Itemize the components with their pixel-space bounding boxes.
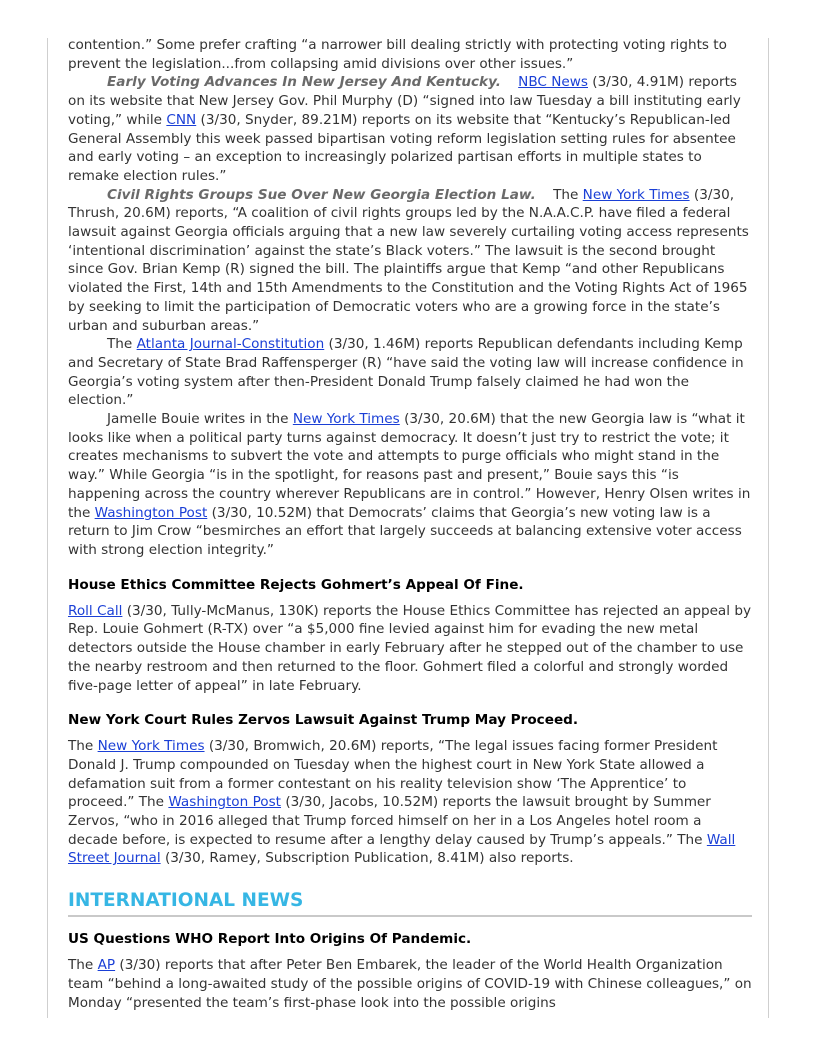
link-ap[interactable]: AP bbox=[97, 957, 116, 974]
link-roll-call[interactable]: Roll Call bbox=[68, 602, 123, 619]
body-text: (3/30, Bromwich, 20.6M) reports, “The legal issues facing former President Donald J. Trump compounded on Tuesday when the highest court in New York State allowed a defamation suit from a former contestant on his reality television show ‘The Apprentice’ to proceed.” The bbox=[68, 738, 718, 811]
body-text: (3/30, Ramey, Subscription Publication, 8.41M) also reports. bbox=[160, 850, 574, 867]
newsletter-body bbox=[68, 36, 752, 1012]
link-new-york-times[interactable]: New York Times bbox=[97, 738, 205, 755]
link-atlanta-journal-constitution[interactable]: Atlanta Journal-Constitution bbox=[136, 336, 325, 353]
body-text: (3/30, Snyder, 89.21M) reports on its website that “Kentucky’s Republican-led General Assembly this week passed bipartisan voting reform legislation setting rules for absentee and early voting – an exception to increasingly polarized partisan efforts in multiple states to remake election rules.” bbox=[68, 111, 736, 184]
body-text: The bbox=[107, 336, 137, 353]
paragraph-bouie bbox=[68, 410, 752, 560]
body-text: (3/30, Jacobs, 10.52M) reports the lawsuit brought by Summer Zervos, “who in 2016 alleged that Trump forced himself on her in a Los Angeles hotel room a decade before, is expected to resume after a lengthy delay caused by Trump’s appeals.” The bbox=[68, 794, 711, 848]
body-text: (3/30, 1.46M) reports Republican defendants including Kemp and Secretary of State Brad Raffensperger (R) “have said the voting law will increase confidence in Georgia’s voting system after then-President Donald Trump falsely claimed he had won the election.” bbox=[68, 336, 744, 409]
body-text: The bbox=[68, 957, 98, 974]
story-headline: Civil Rights Groups Sue Over New Georgia Election Law. bbox=[107, 186, 536, 203]
link-washington-post[interactable]: Washington Post bbox=[168, 794, 282, 811]
body-text: (3/30, 20.6M) that the new Georgia law is “what it looks like when a political party turns against democracy. It doesn’t just try to restrict the vote; it creates mechanisms to subvert the vote and attempts to purge officials who might stand in the way.” While Georgia “is in the spotlight, for reasons past and present,” Bouie says this “is happening across the country wherever Republicans are in control.” However, Henry Olsen writes in the bbox=[68, 411, 751, 521]
body-text: Jamelle Bouie writes in the bbox=[107, 411, 293, 428]
body-text: (3/30, Thrush, 20.6M) reports, “A coalition of civil rights groups led by the N.A.A.C.P. have filed a federal lawsuit against Georgia officials arguing that a new law severely curtailing voting access represents ‘intentional discrimination’ against the state’s Black voters.” The lawsuit is the second brought since Gov. Brian Kemp (R) signed the bill. The plaintiffs argue that Kemp “and other Republicans violated the First, 14th and 15th Amendments to the Constitution and the Voting Rights Act of 1965 by seeking to limit the participation of Democratic voters who are a growing force in the state’s urban and suburban areas.” bbox=[68, 186, 749, 334]
body-text: (3/30, 10.52M) that Democrats’ claims that Georgia’s new voting law is a return to Jim Crow “besmirches an effort that largely succeeds at balancing extensive voter access with strong election integrity.” bbox=[68, 504, 742, 558]
story-headline: Early Voting Advances In New Jersey And Kentucky. bbox=[107, 74, 501, 91]
paragraph-gohmert bbox=[68, 602, 752, 696]
section-heading-international-news: INTERNATIONAL NEWS bbox=[68, 890, 752, 917]
left-margin-rule bbox=[47, 38, 48, 1018]
paragraph-zervos bbox=[68, 737, 752, 868]
link-wall-street-journal[interactable]: Wall Street Journal bbox=[68, 831, 736, 867]
link-new-york-times[interactable]: New York Times bbox=[292, 411, 400, 428]
link-washington-post[interactable]: Washington Post bbox=[94, 504, 208, 521]
link-new-york-times[interactable]: New York Times bbox=[582, 186, 690, 203]
article-title-who-report: US Questions WHO Report Into Origins Of Pandemic. bbox=[68, 931, 472, 948]
article-title-gohmert: House Ethics Committee Rejects Gohmert’s Appeal Of Fine. bbox=[68, 576, 524, 593]
link-nbc-news[interactable]: NBC News bbox=[518, 74, 588, 91]
body-text: The bbox=[68, 738, 98, 755]
paragraph-civil-rights bbox=[68, 186, 752, 336]
paragraph-ajc bbox=[68, 335, 752, 410]
right-margin-rule bbox=[768, 38, 769, 1018]
body-text: The bbox=[553, 186, 583, 203]
paragraph-continuation: contention.” Some prefer crafting “a narrower bill dealing strictly with protecting voting rights to prevent the legislation...from collapsing amid divisions over other issues.” bbox=[68, 37, 727, 72]
body-text: (3/30) reports that after Peter Ben Embarek, the leader of the World Health Organization team “behind a long-awaited study of the possible origins of COVID-19 with Chinese colleagues,” on Monday “presented the team’s first-phase look into the possible origins bbox=[68, 957, 752, 1011]
body-text: (3/30, 4.91M) reports on its website that New Jersey Gov. Phil Murphy (D) “signed into law Tuesday a bill instituting early voting,” while bbox=[68, 74, 741, 128]
paragraph-early-voting bbox=[68, 73, 752, 185]
article-title-zervos: New York Court Rules Zervos Lawsuit Against Trump May Proceed. bbox=[68, 712, 579, 729]
link-cnn[interactable]: CNN bbox=[166, 111, 197, 128]
paragraph-who-report bbox=[68, 956, 752, 1012]
body-text: (3/30, Tully-McManus, 130K) reports the House Ethics Committee has rejected an appeal by Rep. Louie Gohmert (R-TX) over “a $5,000 fine levied against him for evading the new metal detectors outside the House chamber in early February after he stepped out of the chamber to use the nearby restroom and then returned to the floor. Gohmert filed a colorful and strongly worded five-page letter of appeal” in late February. bbox=[68, 602, 752, 694]
